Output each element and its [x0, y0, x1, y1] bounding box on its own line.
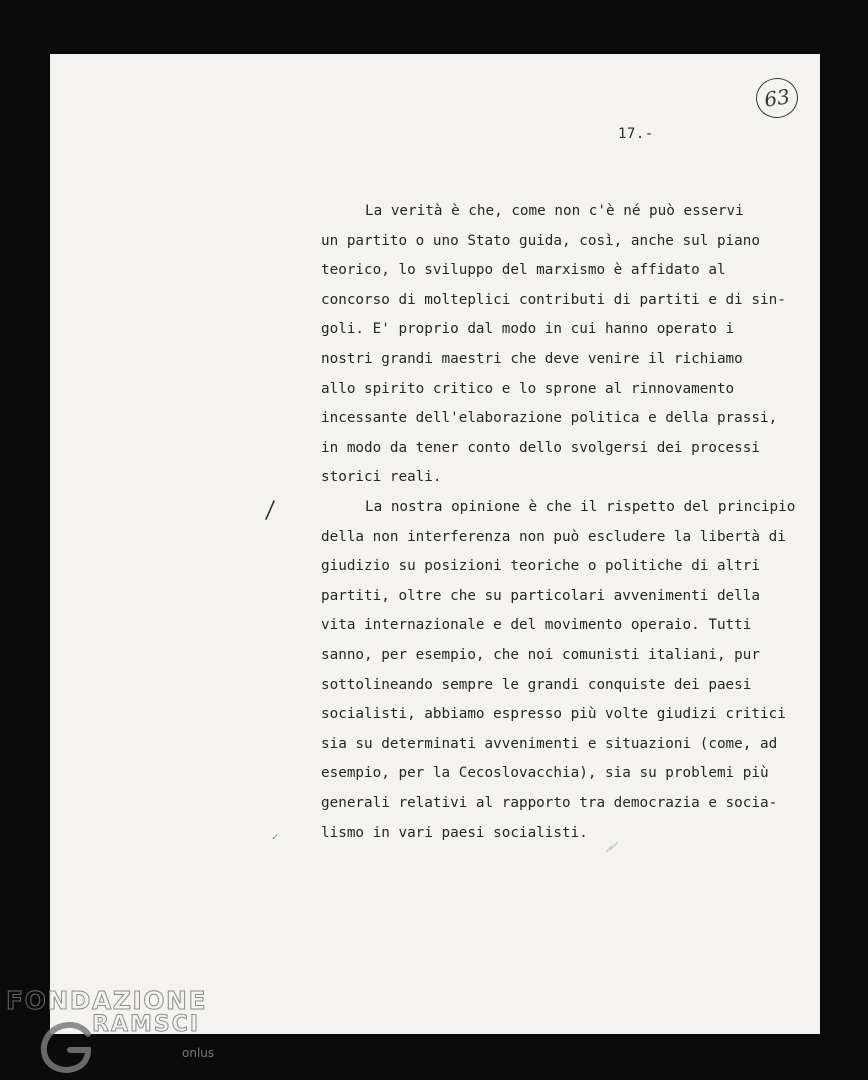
margin-tick-icon: ✓ — [272, 832, 279, 843]
text-line: concorso di molteplici contributi di partiti e di sin- — [321, 291, 786, 308]
text-line: La nostra opinione è che il rispetto del principio — [365, 499, 796, 515]
text-line: partiti, oltre che su particolari avvenimenti della — [321, 587, 760, 604]
text-line: vita internazionale e del movimento operaio. Tutti — [321, 617, 752, 634]
text-line: La verità è che, come non c'è né può esservi — [365, 203, 744, 219]
paragraph-2 — [321, 493, 821, 848]
text-line: un partito o uno Stato guida, così, anche sul piano — [321, 232, 760, 249]
text-line: sia su determinati avvenimenti e situazioni (come, ad — [321, 735, 778, 752]
stray-pencil-mark-icon — [604, 838, 624, 854]
text-line: lismo in vari paesi socialisti. — [321, 824, 588, 841]
watermark — [6, 986, 226, 1076]
watermark-title: FONDAZIONE — [6, 986, 208, 1015]
text-line: goli. E' proprio dal modo in cui hanno operato i — [321, 321, 735, 338]
archive-number-stamp: 63 — [753, 75, 800, 120]
text-line: incessante dell'elaborazione politica e della prassi, — [321, 410, 778, 427]
text-line: socialisti, abbiamo espresso più volte giudizi critici — [321, 706, 786, 723]
text-line: giudizio su posizioni teoriche o politiche di altri — [321, 558, 760, 575]
text-line: teorico, lo sviluppo del marxismo è affidato al — [321, 262, 726, 279]
text-line: storici reali. — [321, 469, 442, 486]
text-line: esempio, per la Cecoslovacchia), sia su problemi più — [321, 765, 769, 782]
text-line: generali relativi al rapporto tra democrazia e socia- — [321, 794, 778, 811]
gramsci-g-logo-icon — [38, 1020, 96, 1074]
text-line: in modo da tener conto dello svolgersi dei processi — [321, 439, 760, 456]
margin-pencil-mark-icon — [264, 500, 276, 520]
paragraph-1 — [321, 197, 821, 493]
text-line: sottolineando sempre le grandi conquiste dei paesi — [321, 676, 752, 693]
text-line: nostri grandi maestri che deve venire il richiamo — [321, 350, 743, 367]
page-number: 17.- — [618, 126, 654, 142]
watermark-subtitle: RAMSCI — [92, 1012, 201, 1037]
text-line: allo spirito critico e lo sprone al rinnovamento — [321, 380, 735, 397]
text-line: sanno, per esempio, che noi comunisti italiani, pur — [321, 646, 760, 663]
text-line: della non interferenza non può escludere la libertà di — [321, 528, 786, 545]
watermark-suffix: onlus — [182, 1046, 215, 1060]
